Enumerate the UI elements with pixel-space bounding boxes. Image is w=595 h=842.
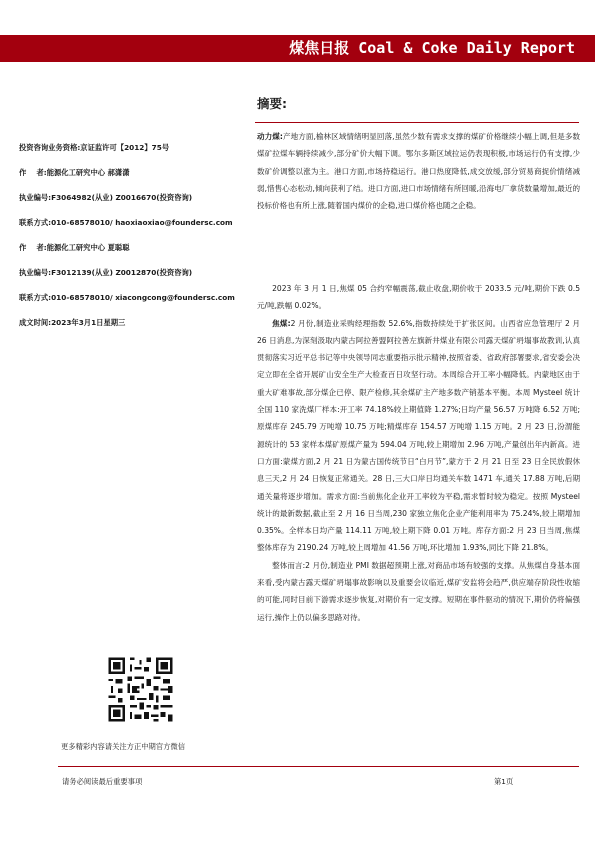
summary-divider xyxy=(255,122,579,123)
cert1-row xyxy=(19,191,249,212)
author1-row xyxy=(19,166,249,187)
author2-name: 能源化工研究中心 夏聪聪 xyxy=(46,243,130,252)
summary-body: 产地方面,榆林区域情绪明显回落,虽然少数有需求支撑的煤矿价格继续小幅上调,但是多数煤矿拉煤车辆持续减少,部分矿价大幅下调。鄂尔多斯区域拉运仍表现积极,市场运行仍有支撑,少数矿价调整以涨为主。港口方面,市场持稳运行。港口热度降低,成交放缓,部分贸易商捉价情绪减弱,惜售心态松动,倾向获利了结。进口方面,进口市场情绪有所回暖,沿海电厂拿货数量增加,最近的投标价格也有所上涨,随着国内煤价的企稳,进口煤价格也随之企稳。 xyxy=(257,132,580,211)
contact1-row xyxy=(19,216,249,237)
contact1-value[interactable]: 010-68578010/ haoxiaoxiao@foundersc.com xyxy=(51,218,233,227)
wechat-qr-code xyxy=(106,655,175,724)
summary-label: 动力煤: xyxy=(257,132,283,141)
cert2-label: 执业编号: xyxy=(19,268,52,277)
footer-disclaimer: 请务必阅读最后重要事项 xyxy=(62,777,143,786)
author2-label: 作 者: xyxy=(19,243,47,252)
date-row xyxy=(19,316,249,337)
cert2-row xyxy=(19,266,249,287)
coking-coal-body: 2 月份,制造业采购经理指数 52.6%,指数持续处于扩张区间。山西省应急管理厅 2 月 26 日消息,为深刻汲取内蒙古阿拉善盟阿拉善左旗新井煤业有限公司露天煤矿坍塌事故教训,认真贯彻落实习近平总书记等中央领导同志重要指示批示精神,按照省委、省政府部署要求,省安委会决定立即在全省开展矿山安全生产大检查百日攻坚行动。本周综合开工率小幅降低。内蒙地区由于重大矿难事故,部分煤企已停、限产检修,其余煤矿主产地多数产销基本平衡。本周 Mysteel 统计全国 110 家洗煤厂样本:开工率 74.18%较上期值降 1.27%;日均产量 56.57 万吨降 6.52 万吨;原煤库存 245.79 万吨增 10.75 万吨;精煤库存 154.57 万吨增 1.15 万吨。2 月 23 日,汾渭能源统计的 53 家样本煤矿原煤产量为 594.04 万吨,较上期增加 2.96 万吨,产量创出年内新高。进口方面:蒙煤方面,2 月 21 日为蒙古国传统节日“白月节”,蒙方于 2 月 21 日至 23 日全民放假休息三天,2 月 24 日恢复正常通关。28 日,三大口岸日均通关车数 1471 车,通关 17.88 万吨,后期通关量将逐步增加。需求方面:当前焦化企业开工率较为平稳,需求暂时较为稳定。按照 Mysteel 统计的最新数据,截止至 2 月 16 日当周,230 家独立焦化企业产能利用率为 75.24%,较上期增加 0.35%。全样本日均产量 114.11 万吨,较上期下降 0.01 万吨。库存方面:2 月 23 日当周,焦煤整体库存为 2190.24 万吨,较上周增加 41.56 万吨,环比增加 1.93%,同比下降 21.8%。 xyxy=(257,318,580,553)
page-number: 第1页 xyxy=(494,777,514,786)
contact2-label: 联系方式: xyxy=(19,293,52,302)
license-row: 投资咨询业务资格:京证监许可【2012】75号 xyxy=(19,143,170,152)
author1-label: 作 者: xyxy=(19,168,47,177)
analyst-info xyxy=(19,141,249,341)
qr-code-icon xyxy=(106,655,175,724)
contact2-row xyxy=(19,291,249,312)
author1-name: 能源化工研究中心 郝潇潇 xyxy=(46,168,130,177)
report-body xyxy=(257,280,580,626)
summary-heading: 摘要: xyxy=(257,96,287,111)
coking-coal-paragraph xyxy=(257,315,580,557)
qr-caption: 更多精彩内容请关注方正中期官方微信 xyxy=(61,742,186,751)
report-title: 煤焦日报 Coal & Coke Daily Report xyxy=(289,39,575,57)
conclusion-paragraph: 整体而言:2 月份,制造业 PMI 数据超预期上涨,对商品市场有较强的支撑。从焦煤自身基本面来看,受内蒙古露天煤矿坍塌事故影响以及重要会议临近,煤矿安监将会趋严,供应端存阶段性收缩的可能,同时目前下游需求逐步恢复,对期价有一定支撑。短期在事件驱动的情况下,期价仍将偏强运行,操作上仍以偏多思路对待。 xyxy=(257,560,580,622)
author2-row xyxy=(19,241,249,262)
cert2-value: F3012139(从业) Z0012870(投资咨询) xyxy=(51,268,193,277)
cert1-label: 执业编号: xyxy=(19,193,52,202)
footer-divider xyxy=(58,766,579,767)
date-label: 成文时间: xyxy=(19,318,52,327)
date-value: 2023年3月1日星期三 xyxy=(51,318,126,327)
coking-coal-label: 焦煤: xyxy=(272,318,291,328)
cert1-value: F3064982(从业) Z0016670(投资咨询) xyxy=(51,193,193,202)
market-paragraph: 2023 年 3 月 1 日,焦煤 05 合约窄幅震荡,截止收盘,期价收于 2033.5 元/吨,期价下跌 0.5 元/吨,跌幅 0.02%。 xyxy=(257,284,580,311)
header-bar xyxy=(0,35,595,62)
contact1-label: 联系方式: xyxy=(19,218,52,227)
contact2-value[interactable]: 010-68578010/ xiacongcong@foundersc.com xyxy=(51,293,235,302)
summary-paragraph xyxy=(257,128,580,214)
